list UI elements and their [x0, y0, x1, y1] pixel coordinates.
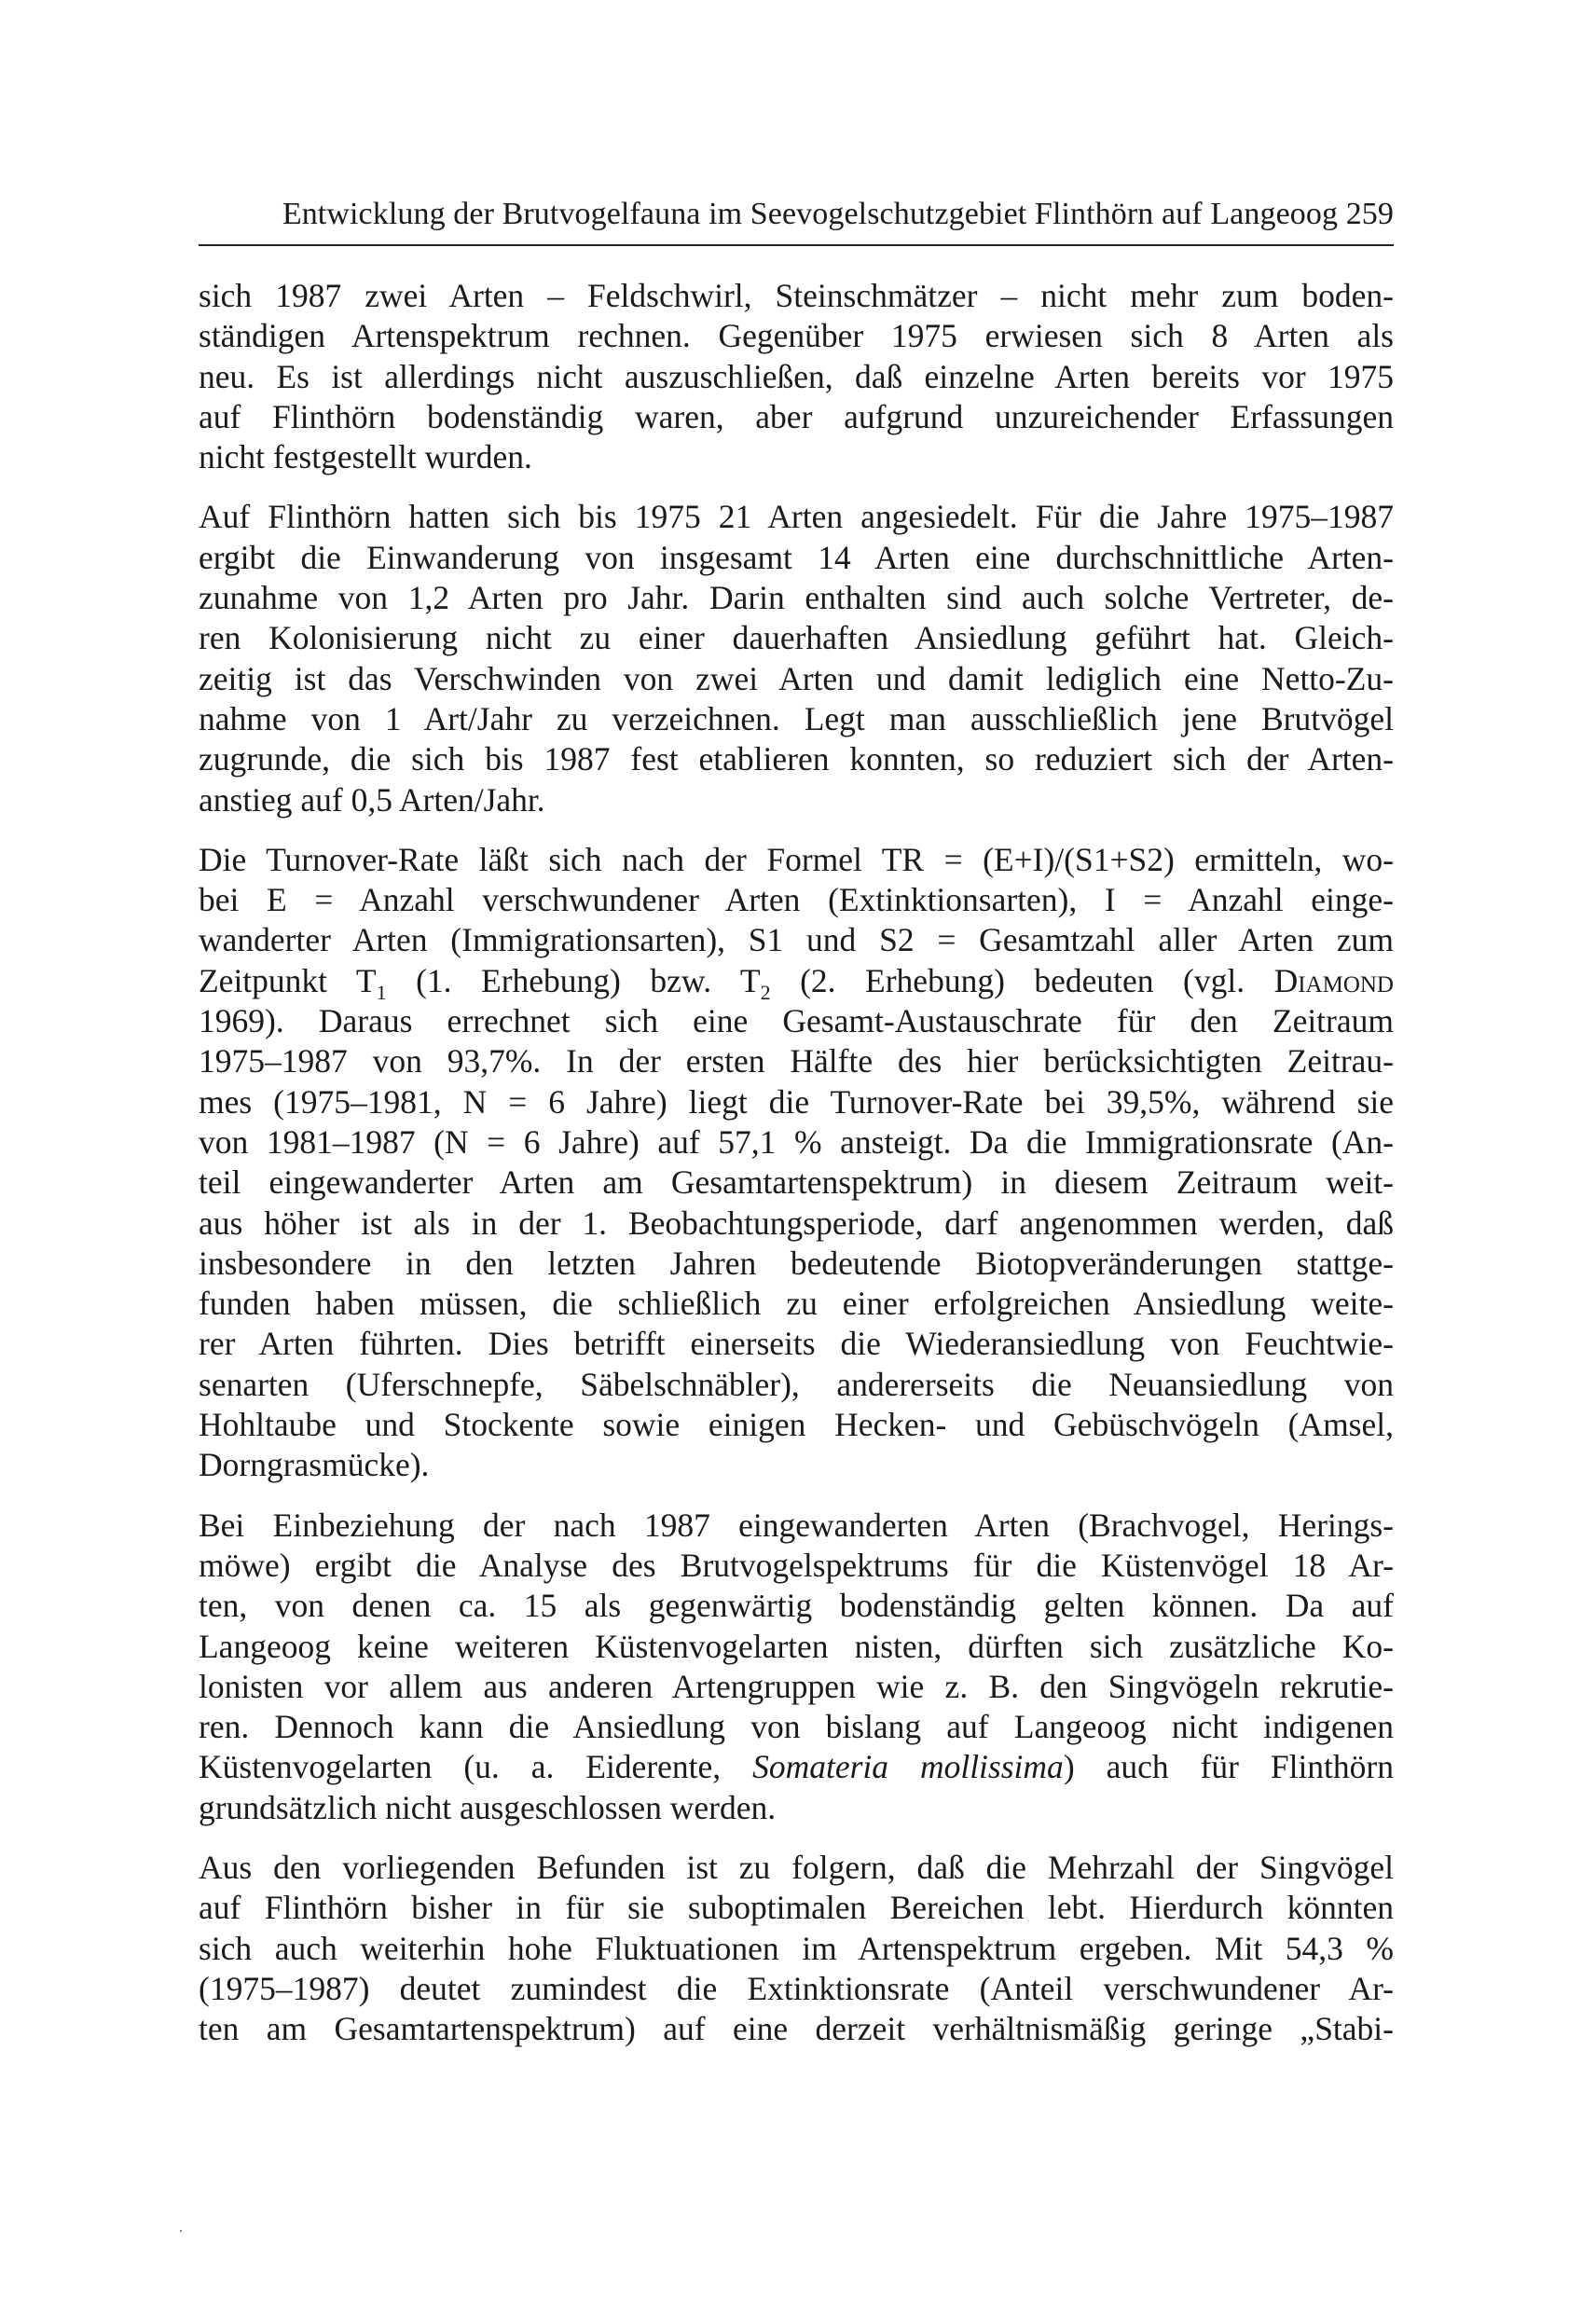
- text-line: auf Flinthörn bisher in für sie suboptimalen Bereichen lebt. Hierdurch könnten: [199, 1889, 1394, 1927]
- paragraph-4: [199, 1506, 1394, 1828]
- text-line: senarten (Uferschnepfe, Säbelschnäbler), andererseits die Neuansiedlung von: [199, 1365, 1394, 1403]
- running-title: Entwicklung der Brutvogelfauna im Seevogelschutzgebiet Flinthörn auf Langeoog: [282, 197, 1339, 231]
- text-line: Aus den vorliegenden Befunden ist zu folgern, daß die Mehrzahl der Singvögel: [199, 1848, 1394, 1886]
- text-line-formula: [199, 961, 1394, 1004]
- subscript: 2: [760, 980, 771, 1004]
- body-text: [199, 276, 1394, 2069]
- text-line: ten, von denen ca. 15 als gegenwärtig bodenständig gelten können. Da auf: [199, 1587, 1394, 1625]
- paragraph-3: [199, 840, 1394, 1486]
- text-line: auf Flinthörn bodenständig waren, aber aufgrund unzureichender Erfassungen: [199, 397, 1394, 435]
- header-rule: [199, 244, 1394, 246]
- text-line: Dorngrasmücke).: [199, 1446, 430, 1484]
- text-line: zeitig ist das Verschwinden von zwei Arten und damit lediglich eine Netto-Zu-: [199, 659, 1394, 697]
- text-line: 1969). Daraus errechnet sich eine Gesamt-Austauschrate für den Zeitraum: [199, 1002, 1394, 1040]
- text-line: rer Arten führten. Dies betrifft einerseits die Wiederansiedlung von Feuchtwie-: [199, 1325, 1394, 1363]
- text-line: sich auch weiterhin hohe Fluktuationen im Artenspektrum ergeben. Mit 54,3 %: [199, 1929, 1394, 1967]
- text-line: ergibt die Einwanderung von insgesamt 14 Arten eine durchschnittliche Arten-: [199, 538, 1394, 576]
- text-line: Auf Flinthörn hatten sich bis 1975 21 Arten angesiedelt. Für die Jahre 1975–1987: [199, 498, 1394, 536]
- text-line: grundsätzlich nicht ausgeschlossen werden.: [199, 1788, 777, 1826]
- text-fragment: Küstenvogelarten (u. a. Eiderente,: [199, 1748, 753, 1786]
- running-head: [199, 194, 1394, 235]
- text-line: zunahme von 1,2 Arten pro Jahr. Darin enthalten sind auch solche Vertreter, de-: [199, 579, 1394, 617]
- text-fragment: (1. Erhebung) bzw. T: [386, 961, 761, 999]
- text-line: neu. Es ist allerdings nicht auszuschließen, daß einzelne Arten bereits vor 1975: [199, 357, 1394, 395]
- text-line: ren. Dennoch kann die Ansiedlung von bislang auf Langeoog nicht indigenen: [199, 1708, 1394, 1746]
- text-line: ten am Gesamtartenspektrum) auf eine derzeit verhältnismäßig geringe „Stabi-: [199, 2010, 1394, 2048]
- paragraph-2: [199, 497, 1394, 819]
- text-line-species: [199, 1747, 1394, 1787]
- text-line: insbesondere in den letzten Jahren bedeutende Biotopveränderungen stattge-: [199, 1244, 1394, 1282]
- text-line: anstieg auf 0,5 Arten/Jahr.: [199, 780, 545, 819]
- paragraph-1: [199, 276, 1394, 477]
- text-fragment: Zeitpunkt T: [199, 961, 377, 999]
- paragraph-5: [199, 1848, 1394, 2049]
- text-line: lonisten vor allem aus anderen Artengruppen wie z. B. den Singvögeln rekrutie-: [199, 1667, 1394, 1705]
- text-line: nicht festgestellt wurden.: [199, 438, 532, 476]
- text-line: 1975–1987 von 93,7%. In der ersten Hälfte des hier berücksichtigten Zeitrau-: [199, 1042, 1394, 1080]
- text-line: sich 1987 zwei Arten – Feldschwirl, Steinschmätzer – nicht mehr zum boden-: [199, 277, 1394, 314]
- text-line: nahme von 1 Art/Jahr zu verzeichnen. Legt man ausschließlich jene Brutvögel: [199, 699, 1394, 737]
- page-number: 259: [1345, 197, 1394, 231]
- text-line: ständigen Artenspektrum rechnen. Gegenüber 1975 erwiesen sich 8 Arten als: [199, 317, 1394, 355]
- text-line: wanderter Arten (Immigrationsarten), S1 und S2 = Gesamtzahl aller Arten zum: [199, 921, 1394, 959]
- text-line: Bei Einbeziehung der nach 1987 eingewanderten Arten (Brachvogel, Herings-: [199, 1506, 1394, 1544]
- text-line: Langeoog keine weiteren Küstenvogelarten nisten, dürften sich zusätzliche Ko-: [199, 1627, 1394, 1665]
- document-page: [199, 0, 1394, 2312]
- species-name: Somateria mollissima: [752, 1748, 1064, 1786]
- text-line: (1975–1987) deutet zumindest die Extinktionsrate (Anteil verschwundener Ar-: [199, 1969, 1394, 2007]
- text-line: möwe) ergibt die Analyse des Brutvogelspektrums für die Küstenvögel 18 Ar-: [199, 1546, 1394, 1584]
- text-line: teil eingewanderter Arten am Gesamtartenspektrum) in diesem Zeitraum weit-: [199, 1163, 1394, 1202]
- margin-speck: [180, 2230, 182, 2232]
- text-line: bei E = Anzahl verschwundener Arten (Extinktionsarten), I = Anzahl einge-: [199, 881, 1394, 919]
- author-citation: Diamond: [1273, 961, 1394, 999]
- text-fragment: ) auch für Flinthörn: [1063, 1748, 1394, 1786]
- text-line: von 1981–1987 (N = 6 Jahre) auf 57,1 % ansteigt. Da die Immigrationsrate (An-: [199, 1122, 1394, 1161]
- text-line: Hohltaube und Stockente sowie einigen Hecken- und Gebüschvögeln (Amsel,: [199, 1406, 1394, 1444]
- subscript: 1: [376, 980, 387, 1004]
- text-line: funden haben müssen, die schließlich zu einer erfolgreichen Ansiedlung weite-: [199, 1285, 1394, 1323]
- text-line: ren Kolonisierung nicht zu einer dauerhaften Ansiedlung geführt hat. Gleich-: [199, 619, 1394, 657]
- text-line: zugrunde, die sich bis 1987 fest etablieren konnten, so reduziert sich der Arten-: [199, 740, 1394, 778]
- text-line: mes (1975–1981, N = 6 Jahre) liegt die Turnover-Rate bei 39,5%, während sie: [199, 1082, 1394, 1121]
- text-line: aus höher ist als in der 1. Beobachtungsperiode, darf angenommen werden, daß: [199, 1204, 1394, 1242]
- text-line: Die Turnover-Rate läßt sich nach der Formel TR = (E+I)/(S1+S2) ermitteln, wo-: [199, 840, 1394, 878]
- text-fragment: (2. Erhebung) bedeuten (vgl.: [770, 961, 1274, 999]
